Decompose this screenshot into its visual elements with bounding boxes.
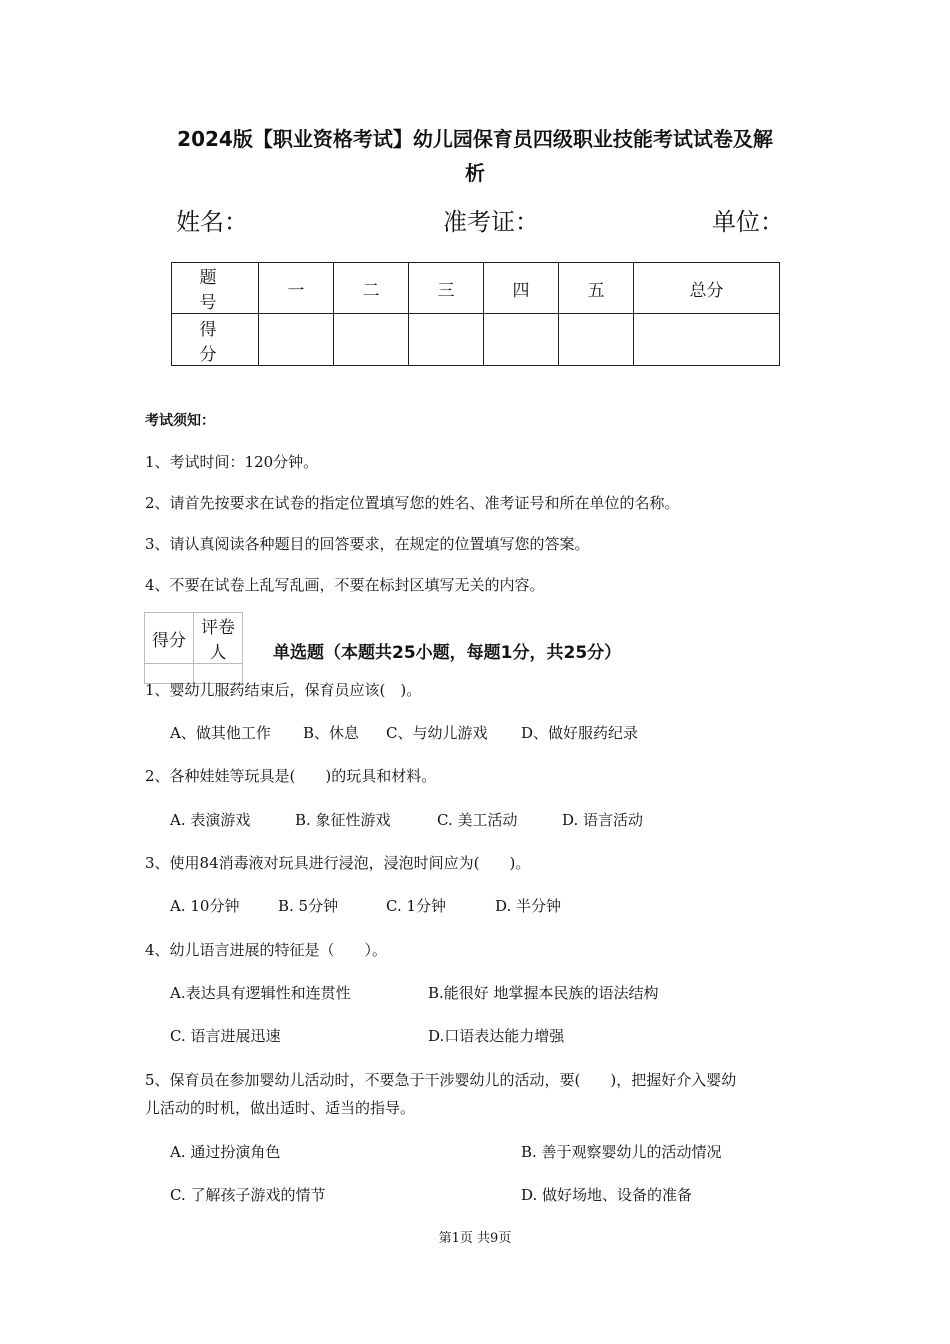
unit-label: 单位：	[712, 208, 784, 236]
question-5-stem-line-2: 儿活动的时机，做出适时、适当的指导。	[145, 1099, 416, 1117]
grader-box	[144, 612, 243, 684]
score-cell-5	[559, 314, 634, 366]
score-label: 得 分	[172, 314, 259, 366]
section-title: 单选题（本题共25小题，每题1分，共25分）	[273, 643, 622, 663]
question-1-option-b: B、休息	[303, 724, 360, 742]
question-5-option-b: B. 善于观察婴幼儿的活动情况	[521, 1143, 722, 1161]
section-4-header: 四	[484, 263, 559, 314]
question-4-stem: 4、幼儿语言进展的特征是（ ）。	[145, 941, 388, 959]
section-5-header: 五	[559, 263, 634, 314]
score-cell-1	[259, 314, 334, 366]
total-header: 总分	[634, 263, 780, 314]
question-2-option-b: B. 象征性游戏	[295, 811, 391, 829]
question-5-stem-line-1: 5、保育员在参加婴幼儿活动时，不要急于干涉婴幼儿的活动，要( )，把握好介入婴幼	[145, 1071, 737, 1089]
title-line-2: 析	[465, 161, 485, 185]
question-3-option-c: C. 1分钟	[386, 897, 447, 915]
score-table	[171, 262, 780, 366]
question-4-option-a: A.表达具有逻辑性和连贯性	[170, 984, 351, 1002]
grader-score-label: 得分	[145, 613, 194, 664]
section-1-header: 一	[259, 263, 334, 314]
title-line-1: 2024版【职业资格考试】幼儿园保育员四级职业技能考试试卷及解	[177, 127, 773, 151]
exam-id-label: 准考证：	[443, 208, 539, 236]
question-1-option-d: D、做好服药纪录	[521, 724, 639, 742]
question-5-option-c: C. 了解孩子游戏的情节	[170, 1186, 326, 1204]
exam-title	[140, 122, 810, 190]
question-2-option-d: D. 语言活动	[562, 811, 644, 829]
question-4-option-c: C. 语言进展迅速	[170, 1027, 281, 1045]
question-5-option-a: A. 通过扮演角色	[170, 1143, 281, 1161]
question-2-option-c: C. 美工活动	[437, 811, 518, 829]
page-footer: 第1页 共9页	[438, 1231, 512, 1246]
name-label: 姓名：	[176, 208, 248, 236]
note-item-3: 3、请认真阅读各种题目的回答要求，在规定的位置填写您的答案。	[145, 535, 590, 553]
question-3-stem: 3、使用84消毒液对玩具进行浸泡，浸泡时间应为( )。	[145, 854, 531, 872]
question-1-stem: 1、婴幼儿服药结束后，保育员应该( )。	[145, 681, 422, 699]
question-3-option-a: A. 10分钟	[170, 897, 240, 915]
question-2-option-a: A. 表演游戏	[170, 811, 251, 829]
section-2-header: 二	[334, 263, 409, 314]
note-item-2: 2、请首先按要求在试卷的指定位置填写您的姓名、准考证号和所在单位的名称。	[145, 494, 680, 512]
question-number-label: 题 号	[172, 263, 259, 314]
question-3-option-b: B. 5分钟	[278, 897, 339, 915]
note-item-4: 4、不要在试卷上乱写乱画，不要在标封区填写无关的内容。	[145, 576, 545, 594]
question-1-option-a: A、做其他工作	[170, 724, 271, 742]
question-4-option-b: B.能很好 地掌握本民族的语法结构	[428, 984, 659, 1002]
score-table-header-row	[172, 263, 780, 314]
question-5-option-d: D. 做好场地、设备的准备	[521, 1186, 693, 1204]
grader-name-label: 评卷人	[194, 613, 243, 664]
score-table-score-row	[172, 314, 780, 366]
score-cell-4	[484, 314, 559, 366]
score-cell-2	[334, 314, 409, 366]
note-item-1: 1、考试时间：120分钟。	[145, 453, 319, 471]
question-3-option-d: D. 半分钟	[495, 897, 562, 915]
question-2-stem: 2、各种娃娃等玩具是( )的玩具和材料。	[145, 767, 437, 785]
score-cell-3	[409, 314, 484, 366]
score-cell-total	[634, 314, 780, 366]
section-3-header: 三	[409, 263, 484, 314]
notes-title: 考试须知：	[145, 413, 215, 429]
question-1-option-c: C、与幼儿游戏	[386, 724, 488, 742]
question-4-option-d: D.口语表达能力增强	[428, 1027, 565, 1045]
